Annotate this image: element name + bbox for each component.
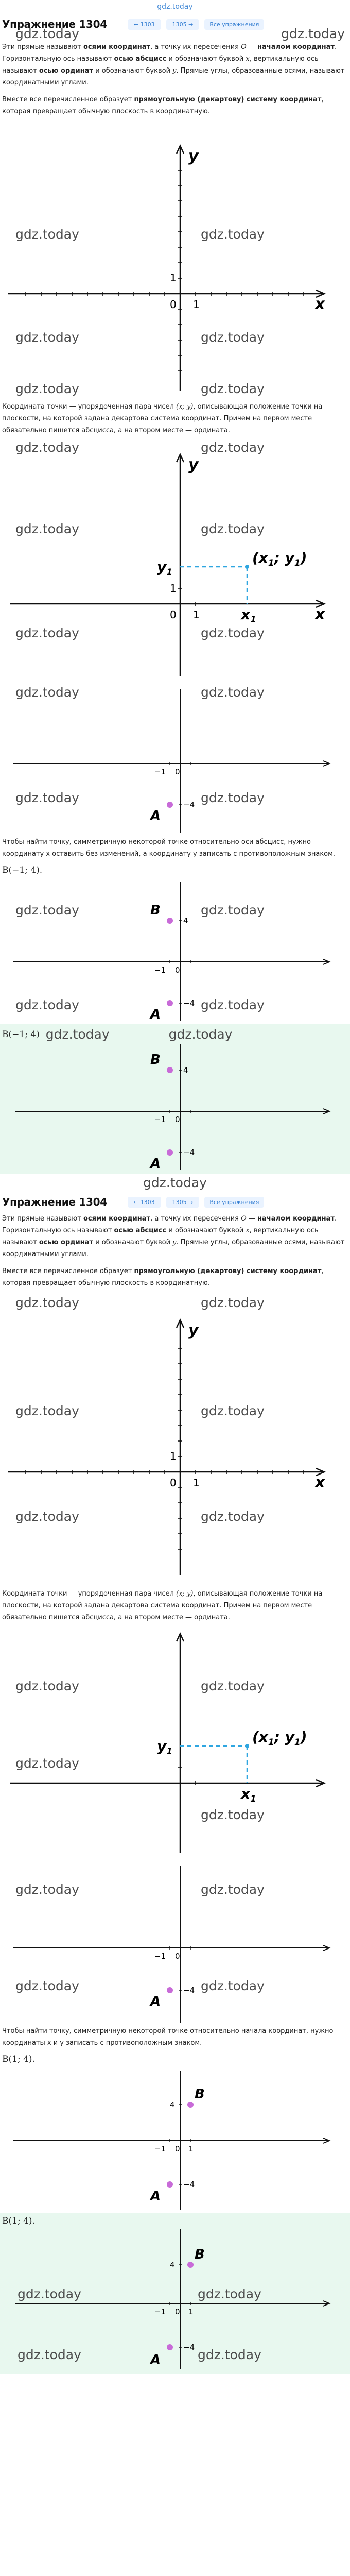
point-a: [167, 802, 173, 808]
watermark: gdz.today: [15, 1978, 79, 1993]
point-a-label: A: [150, 2352, 161, 2368]
var-o: O: [241, 43, 247, 51]
paragraph-symmetry-x: Чтобы найти точку, симметричную некоторой точке относительно оси абсцисс, нужно координату x оставить без изменений, а координату y записать с противоположным знаком.: [2, 838, 336, 858]
answer-box: [0, 2213, 350, 2374]
point-b-label: B: [195, 2087, 205, 2102]
y-four-label: 4: [170, 2260, 175, 2269]
y-one-label: 1: [170, 582, 177, 595]
exercise-title: Упражнение 1304: [2, 1196, 107, 1208]
origin-label: 0: [175, 2307, 180, 2316]
y-one-label: 1: [170, 272, 177, 284]
var-y: y: [172, 1239, 177, 1246]
coordinate-plane: [2, 1042, 348, 1171]
y1-label: $y_1$: [157, 1738, 173, 1757]
term-system: прямоугольную (декартову) систему координат: [134, 96, 322, 104]
text: , а точку их пересечения: [150, 43, 241, 51]
x-neg-one-label: −1: [154, 1115, 166, 1124]
origin-label: 0: [175, 2144, 180, 2154]
term-axes: осями координат: [83, 43, 151, 51]
watermark: gdz.today: [15, 903, 79, 918]
x-axis-label: x: [315, 1473, 325, 1492]
y-neg-four-label: −4: [183, 2343, 195, 2352]
watermark: gdz.today: [201, 997, 265, 1012]
y-one-label: 1: [170, 1450, 177, 1462]
text: , вертикальную ось называют: [2, 1227, 319, 1246]
text: —: [246, 1215, 258, 1223]
text: , а точку их пересечения: [150, 1215, 241, 1223]
figure-answer: [2, 1042, 348, 1171]
coordinate-plane: [0, 442, 350, 679]
figure-point: [0, 1629, 350, 1855]
text: Вместе все перечисленное образует: [2, 1267, 134, 1275]
y1-label: $y_1$: [157, 558, 173, 578]
watermark: gdz.today: [201, 442, 265, 455]
watermark: gdz.today: [15, 26, 79, 41]
term-origin: началом координат: [257, 43, 335, 51]
watermark: gdz.today: [281, 26, 345, 41]
point-b: [167, 1067, 173, 1073]
figure-answer: [2, 2226, 348, 2370]
x-one-label: 1: [193, 298, 200, 311]
y-axis-label: y: [188, 1321, 199, 1340]
watermark: gdz.today: [201, 1509, 265, 1524]
text: и обозначают буквой: [166, 55, 246, 63]
all-exercises-button[interactable]: Все упражнения: [204, 19, 264, 30]
origin-label: 0: [170, 1477, 177, 1489]
point-a-label: A: [150, 1007, 161, 1022]
exercise-title: Упражнение 1304: [2, 18, 107, 30]
watermark: gdz.today: [15, 1295, 79, 1310]
y-four-label: 4: [183, 1065, 188, 1075]
y-neg-four-label: −4: [183, 998, 195, 1008]
var-x: x: [246, 55, 250, 63]
point-b: [187, 2102, 194, 2108]
watermark: gdz.today: [201, 1978, 265, 1993]
text: Вместе все перечисленное образует: [2, 96, 134, 104]
text: , которая превращает обычную плоскость в координатную.: [2, 96, 324, 115]
exercise-nav: [128, 19, 265, 30]
solution-formula: B(−1; 4).: [2, 865, 43, 875]
text: и обозначают буквой: [93, 67, 173, 75]
point-a: [167, 1000, 173, 1006]
coordinate-plane: [0, 1629, 350, 1855]
origin-label: 0: [170, 298, 177, 311]
text: , описывающая положение точки на плоскости, на которой задана декартова система координат. Причем на первом месте обязательно пишется абсцисса, а на втором месте — ордината.: [2, 403, 323, 434]
x-one-label: 1: [188, 2307, 194, 2316]
watermark: gdz.today: [18, 2286, 81, 2301]
term-origin: началом координат: [257, 1215, 335, 1223]
watermark: gdz.today: [15, 330, 79, 345]
origin-label: 0: [175, 767, 180, 776]
text: Эти прямые называют: [2, 43, 83, 51]
coordinate-plane: [0, 2069, 350, 2213]
coordinate-plane: [0, 1855, 350, 2025]
x-neg-one-label: −1: [154, 965, 166, 975]
watermark: gdz.today: [18, 2347, 81, 2362]
watermark: gdz.today: [201, 1295, 265, 1310]
watermark-row: [0, 1174, 350, 1191]
point-marker: [245, 1744, 249, 1748]
projection-lines: [180, 567, 247, 604]
watermark: gdz.today: [201, 330, 265, 345]
text: . Прямые углы, образованные осями, называют координатными углами.: [2, 1239, 345, 1258]
watermark: gdz.today: [201, 625, 265, 640]
point-a: [167, 1149, 173, 1156]
watermark: gdz.today: [201, 227, 265, 242]
watermark: gdz.today: [143, 1175, 207, 1190]
y-four-label: 4: [170, 2100, 175, 2109]
term-abscissa: осью абсцисс: [114, 1227, 167, 1234]
paragraph-coordinates: [0, 396, 350, 442]
y-neg-four-label: −4: [183, 1148, 195, 1157]
text: Координата точки — упорядоченная пара чисел: [2, 1590, 177, 1598]
text: и обозначают буквой: [93, 1239, 173, 1246]
term-ordinate: осью ординат: [39, 1239, 94, 1246]
paragraph-system: [0, 94, 350, 123]
figure-points-ab: [0, 879, 350, 1024]
var-y: y: [172, 67, 177, 75]
watermark: gdz.today: [201, 1882, 265, 1897]
watermark: gdz.today: [15, 1756, 79, 1771]
paragraph-axes: [0, 1213, 350, 1265]
watermark: gdz.today: [198, 2286, 261, 2301]
point-marker: [245, 565, 249, 569]
watermark: gdz.today: [15, 790, 79, 805]
text: , которая превращает обычную плоскость в координатную.: [2, 1267, 324, 1287]
point-b-label: B: [150, 1052, 161, 1067]
point-b-label: B: [195, 2247, 205, 2262]
point-a-label: A: [150, 808, 161, 824]
exercise-header: [0, 1191, 350, 1213]
y-neg-four-label: −4: [183, 1986, 195, 1995]
y-axis-label: y: [188, 147, 199, 165]
exercise-nav: [128, 1197, 265, 1208]
point-coordinates-label: ($x_1$; $y_1$): [252, 549, 307, 568]
watermark: gdz.today: [201, 790, 265, 805]
watermark: gdz.today: [201, 1679, 265, 1693]
watermark: gdz.today: [201, 903, 265, 918]
watermark: gdz.today: [15, 381, 79, 396]
answer-box: [0, 1024, 350, 1174]
all-exercises-button[interactable]: Все упражнения: [204, 1197, 264, 1208]
coordinate-plane: [0, 879, 350, 1024]
prev-exercise-button[interactable]: ← 1303: [128, 19, 161, 30]
next-exercise-button[interactable]: 1305 →: [166, 19, 200, 30]
term-system: прямоугольную (декартову) систему координат: [134, 1267, 322, 1275]
watermark: gdz.today: [15, 625, 79, 640]
watermark: gdz.today: [15, 1679, 79, 1693]
y-neg-four-label: −4: [183, 2180, 195, 2189]
text: . Горизонтальную ось называют: [2, 1215, 337, 1234]
x1-label: $x_1$: [241, 1785, 256, 1804]
text: , вертикальную ось называют: [2, 55, 319, 75]
coordinate-plane: [0, 679, 350, 836]
x-one-label: 1: [193, 608, 200, 621]
watermark: gdz.today: [15, 442, 79, 455]
watermark: gdz.today: [15, 685, 79, 700]
watermark: gdz.today: [201, 381, 265, 396]
watermark: gdz.today: [201, 685, 265, 700]
text: Эти прямые называют: [2, 1215, 83, 1223]
figure-axes: [0, 123, 350, 396]
paragraph-symmetry-origin: Чтобы найти точку, симметричную некоторой точке относительно начала координат, нужно координаты x и y записать с противоположным знаком.: [2, 2027, 334, 2047]
text: . Горизонтальную ось называют: [2, 43, 337, 63]
prev-exercise-button[interactable]: ← 1303: [128, 1197, 161, 1208]
y-neg-four-label: −4: [183, 800, 195, 809]
watermark: gdz.today: [201, 521, 265, 536]
x-axis-label: x: [315, 605, 325, 623]
watermark: gdz.today: [15, 227, 79, 242]
paragraph-axes: [0, 41, 350, 94]
x-neg-one-label: −1: [154, 767, 166, 776]
term-ordinate: осью ординат: [39, 67, 94, 75]
watermark: gdz.today: [201, 1403, 265, 1418]
figure-axes: [0, 1294, 350, 1583]
text: . Прямые углы, образованные осями, называют координатными углами.: [2, 67, 345, 87]
point-a: [167, 2181, 173, 2188]
watermark: gdz.today: [15, 1509, 79, 1524]
text: , описывающая положение точки на плоскости, на которой задана декартова система координат. Причем на первом месте обязательно пишется абсцисса, а на втором месте — ордината.: [2, 1590, 323, 1621]
point-b: [187, 2262, 194, 2268]
origin-label: 0: [175, 965, 180, 975]
paragraph-system: [0, 1265, 350, 1294]
text: —: [246, 43, 258, 51]
origin-label: 0: [175, 1115, 180, 1124]
point-b: [167, 918, 173, 924]
point-b-label: B: [150, 903, 161, 918]
watermark-row: [0, 28, 350, 41]
point-a-label: A: [150, 1156, 161, 1171]
watermark: gdz.today: [201, 1807, 265, 1822]
x-axis-label: x: [315, 295, 325, 313]
x-one-label: 1: [193, 1477, 200, 1489]
text: Координата точки — упорядоченная пара чисел: [2, 403, 177, 411]
origin-label: 0: [175, 1952, 180, 1961]
watermark: gdz.today: [198, 2347, 261, 2362]
figure-point-a: [0, 1855, 350, 2025]
y-axis-label: y: [188, 456, 199, 474]
x1-label: $x_1$: [241, 606, 256, 625]
term-abscissa: осью абсцисс: [114, 55, 167, 63]
solution-formula: B(1; 4).: [2, 2054, 35, 2064]
x-neg-one-label: −1: [154, 1952, 166, 1961]
point-a-label: A: [150, 2189, 161, 2204]
coordinate-plane: [0, 123, 350, 396]
origin-label: 0: [170, 608, 177, 621]
coordinate-plane: [0, 1294, 350, 1583]
watermark: gdz.today: [15, 521, 79, 536]
figure-point: [0, 442, 350, 679]
text: и обозначают буквой: [166, 1227, 246, 1234]
point-coordinates-label: ($x_1$; $y_1$): [252, 1728, 307, 1748]
x-neg-one-label: −1: [154, 2144, 166, 2154]
var-o: O: [241, 1215, 247, 1223]
var-x: x: [246, 1227, 250, 1234]
point-a-label: A: [150, 1994, 161, 2009]
answer-text: B(−1; 4): [2, 1029, 40, 1040]
watermark: gdz.today: [168, 1027, 233, 1042]
point-a: [167, 1987, 173, 1993]
y-four-label: 4: [183, 916, 188, 925]
point-a: [167, 2344, 173, 2350]
coordinate-plane: [2, 2226, 348, 2370]
watermark: gdz.today: [15, 1882, 79, 1897]
watermark: gdz.today: [15, 1403, 79, 1418]
term-axes: осями координат: [83, 1215, 151, 1223]
figure-points-ab: [0, 2069, 350, 2213]
x-neg-one-label: −1: [154, 2307, 166, 2316]
watermark: gdz.today: [15, 997, 79, 1012]
paragraph-coordinates: [0, 1583, 350, 1629]
answer-text: B(1; 4).: [2, 2216, 35, 2226]
site-header: [0, 0, 350, 13]
site-logo[interactable]: gdz.today: [157, 3, 193, 11]
x-one-label: 1: [188, 2144, 194, 2154]
watermark: gdz.today: [45, 1027, 110, 1042]
figure-point-a: [0, 679, 350, 836]
var-pair: (x; y): [176, 1590, 194, 1598]
var-pair: (x; y): [176, 403, 194, 411]
next-exercise-button[interactable]: 1305 →: [166, 1197, 200, 1208]
